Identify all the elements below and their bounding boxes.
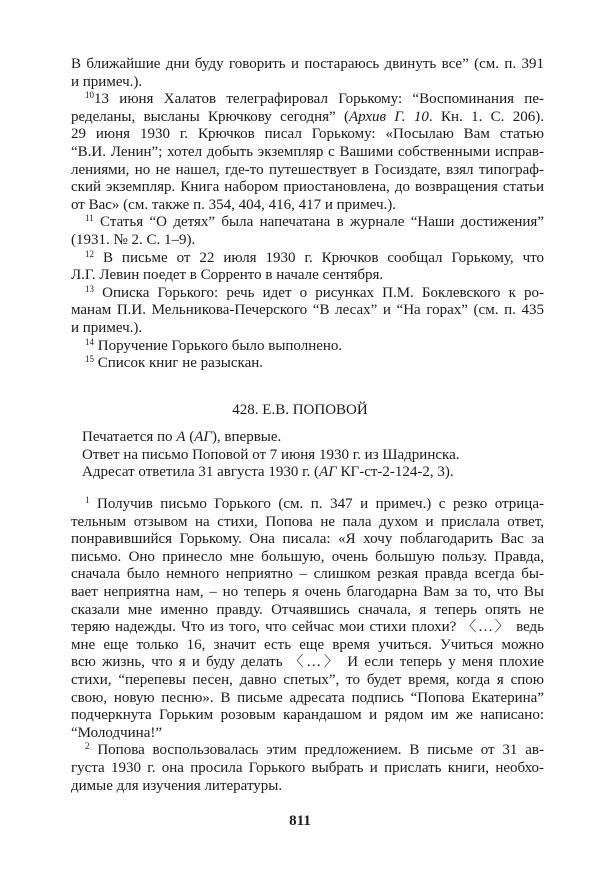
italic-text: Архив Г. 10 <box>349 108 429 125</box>
text-segment: ( <box>185 429 195 445</box>
text-segment: вает неприятна нам, – но теперь я очень благодарна Вам за то, что Вы <box>71 583 544 600</box>
text-line <box>71 514 544 532</box>
text-segment: В ближайшие дни буду говорить и постараюсь двинуть все” (см. п. 391 <box>71 56 544 72</box>
text-line <box>71 109 544 127</box>
footnote-number: 10 <box>85 91 94 101</box>
text-segment: стихи, “перепевы песен, давно спетых”, то будет время, когда я спою <box>71 671 544 688</box>
text-segment: ределаны, высланы Крючкову сегодня” ( <box>71 108 349 125</box>
text-segment: манам П.И. Мельникова-Печерского “В лесах” и “На горах” (см. п. 435 <box>71 302 544 319</box>
italic-text: АГ <box>319 464 337 481</box>
footnote-number: 1 <box>85 496 90 505</box>
text-segment: подчеркнута Горьким розовым карандашом и рядом им же написано: <box>71 707 544 724</box>
text-segment: мне еще только 16, значит есть еще время учиться. Учиться можно <box>71 636 544 653</box>
text-line <box>71 464 544 482</box>
text-segment: сначала было немного неприятно – слишком резкая правда всегда бы- <box>71 566 544 583</box>
text-line <box>71 447 544 465</box>
text-line <box>71 74 544 92</box>
text-line <box>71 690 544 708</box>
text-segment: 29 июня 1930 г. Крючков писал Горькому: «Посылаю Вам статью <box>71 126 544 143</box>
text-line <box>71 742 544 760</box>
page-number: 811 <box>289 813 311 829</box>
text-line <box>71 760 544 778</box>
text-segment: Статья “О детях” была напечатана в журнале “Наши достижения” <box>93 214 544 231</box>
text-line <box>71 672 544 690</box>
text-segment: Л.Г. Левин поедет в Сорренто в начале сентября. <box>71 267 384 284</box>
text-segment: от Вас» (см. также п. 354, 404, 416, 417 и примеч.). <box>71 196 397 213</box>
text-segment: ский экземпляр. Книга набором приостановлена, до возвращения статьи <box>71 179 544 196</box>
text-segment: (1931. № 2. С. 1–9). <box>71 231 196 248</box>
text-segment: Ответ на письмо Поповой от 7 июня 1930 г. из Шадринска. <box>82 446 460 463</box>
text-segment: Получив письмо Горького (см. п. 347 и примеч.) с резко отрица- <box>89 496 544 512</box>
text-segment: Описка Горького: речь идет о рисунках П.М. Боклевского к ро- <box>94 284 544 301</box>
text-line <box>71 566 544 584</box>
text-segment: 13 июня Халатов телеграфировал Горькому: “Воспоминания пе- <box>94 91 544 108</box>
text-line <box>71 320 544 338</box>
letter-source-info <box>71 429 544 482</box>
text-line <box>71 126 544 144</box>
text-line <box>71 429 544 447</box>
text-segment: лениями, но не нашел, где-то путешествует в Госиздате, взял типограф- <box>71 161 544 178</box>
text-segment: понравившийся Горькому. Она писала: «Я хочу поблагодарить Вас за <box>71 531 544 548</box>
text-line <box>71 355 544 373</box>
text-segment: и примеч.). <box>71 319 143 336</box>
text-line <box>71 302 544 320</box>
text-segment: “Молодчина!” <box>71 724 163 741</box>
footnote-number: 13 <box>85 284 94 294</box>
text-segment: КГ-ст-2-124-2, 3). <box>336 464 454 481</box>
text-segment: всю жизнь, что я и буду делать 〈…〉 И если теперь у меня плохие <box>71 654 544 671</box>
letter-heading: 428. Е.В. ПОПОВОЙ <box>232 402 368 418</box>
text-line <box>71 584 544 602</box>
text-line <box>71 214 544 232</box>
commentary-block <box>71 56 544 373</box>
text-line <box>71 778 544 796</box>
italic-text: А <box>176 429 186 445</box>
text-line <box>71 725 544 743</box>
text-line <box>71 338 544 356</box>
text-line <box>71 179 544 197</box>
text-segment: . Кн. 1. С. 206). <box>428 108 544 125</box>
text-segment: Печатается по <box>82 429 177 445</box>
text-line <box>71 250 544 268</box>
text-line <box>71 162 544 180</box>
text-segment: свою, новую песню». В письме адресата подпись “Попова Екатерина” <box>71 689 544 706</box>
text-line <box>71 91 544 109</box>
text-segment: сказали мне именно правду. Отчаявшись сначала, я теперь опять не <box>71 601 544 618</box>
text-line <box>71 496 544 514</box>
text-segment: Попова воспользовалась этим предложением. В письме от 31 ав- <box>89 742 544 759</box>
text-segment: В письме от 22 июля 1930 г. Крючков сообщал Горькому, что <box>94 249 544 266</box>
text-line <box>71 232 544 250</box>
text-segment: письмо. Оно принесло мне большую, очень большую пользу. Правда, <box>71 548 544 565</box>
text-line <box>71 197 544 215</box>
text-segment: и примеч.). <box>71 73 143 90</box>
text-line <box>71 602 544 620</box>
text-segment: димые для изучения литературы. <box>71 777 283 794</box>
footnote-number: 15 <box>85 354 94 365</box>
text-line <box>71 56 544 74</box>
text-segment: Адресат ответила 31 августа 1930 г. ( <box>82 464 320 481</box>
text-line <box>71 144 544 162</box>
text-line <box>71 531 544 549</box>
footnote-number: 14 <box>85 336 94 347</box>
text-line <box>71 549 544 567</box>
text-segment: Поручение Горького было выполнено. <box>94 337 343 354</box>
text-segment: тельным отзывом на стихи, Попова не пала духом и прислала ответ, <box>71 513 544 530</box>
text-segment: теряю надежды. Что из того, что сейчас мои стихи плохи? 〈…〉 ведь <box>71 619 544 636</box>
text-segment: “В.И. Ленин”; хотел добыть экземпляр с Вашими собственными исправ- <box>71 143 544 160</box>
text-line <box>71 619 544 637</box>
footnote-number: 2 <box>85 742 90 752</box>
text-segment: Список книг не разыскан. <box>94 355 263 372</box>
text-line <box>71 285 544 303</box>
text-segment: густа 1930 г. она просила Горького выбрать и прислать книги, необхо- <box>71 759 544 776</box>
text-line <box>71 707 544 725</box>
letter-notes <box>71 496 544 795</box>
footnote-number: 12 <box>85 249 94 259</box>
italic-text: АГ <box>194 429 212 445</box>
text-line <box>71 267 544 285</box>
text-line <box>71 637 544 655</box>
footnote-number: 11 <box>85 214 94 224</box>
text-line <box>71 654 544 672</box>
text-segment: ), впервые. <box>211 429 282 445</box>
